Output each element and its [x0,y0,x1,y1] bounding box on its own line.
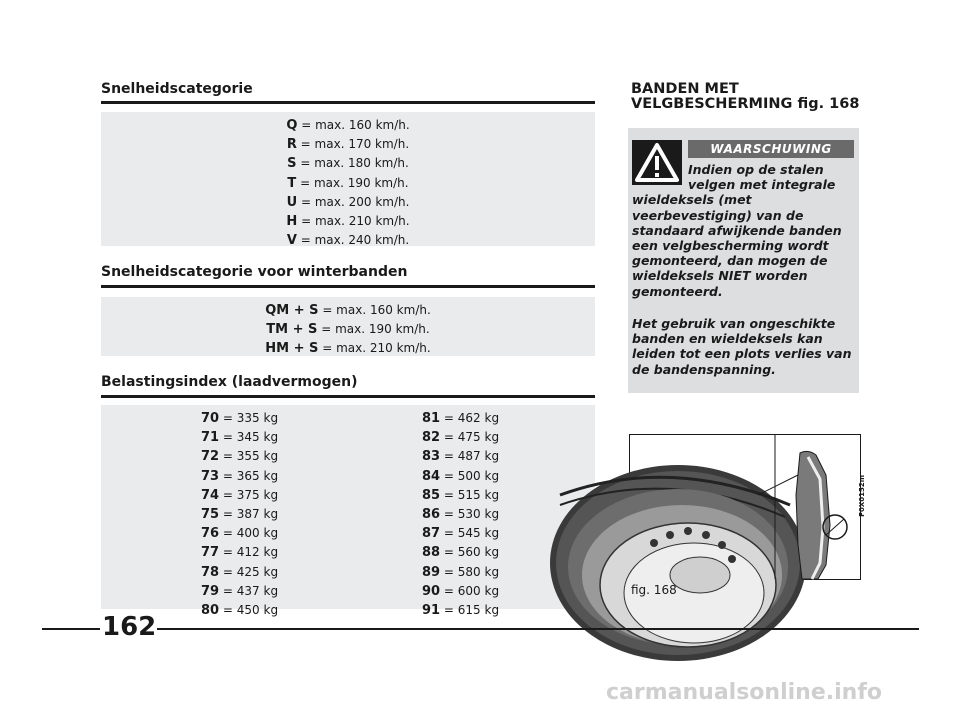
load-index-left-column [201,409,278,620]
load-row: 70 = 335 kg [201,411,279,426]
winter-row: HM + S = max. 210 km/h. [265,341,431,357]
load-index-rule [101,395,595,398]
page-number: 162 [102,612,157,642]
speed-row: V = max. 240 km/h. [286,233,410,249]
load-row: 80 = 450 kg [201,603,279,619]
load-row: 75 = 387 kg [201,507,279,523]
load-row: 82 = 475 kg [422,430,500,446]
load-row: 74 = 375 kg [201,487,279,503]
load-row: 83 = 487 kg [422,449,500,465]
load-row: 86 = 530 kg [422,507,500,523]
load-row: 81 = 462 kg [422,411,500,426]
speed-row: R = max. 170 km/h. [286,137,410,153]
winter-category-rule [101,285,595,288]
watermark: carmanualsonline.info [606,680,882,705]
load-row: 90 = 600 kg [422,583,500,599]
speed-row: Q = max. 160 km/h. [286,118,410,133]
winter-row: TM + S = max. 190 km/h. [266,322,430,338]
load-row: 78 = 425 kg [201,564,279,580]
load-row: 88 = 560 kg [422,545,500,561]
load-index-box [101,405,595,619]
speed-row: T = max. 190 km/h. [287,175,409,191]
load-row: 77 = 412 kg [201,545,279,561]
load-row: 76 = 400 kg [201,526,279,542]
load-row: 71 = 345 kg [201,430,279,446]
section-title-line1: BANDEN MET [631,81,739,97]
speed-category-rule [101,101,595,104]
load-row: 85 = 515 kg [422,487,500,503]
winter-row: QM + S = max. 160 km/h. [265,303,431,318]
tire-figure [629,434,866,580]
winter-category-heading: Snelheidscategorie voor winterbanden [101,264,408,280]
load-row: 87 = 545 kg [422,526,500,542]
winter-category-list [101,297,595,359]
speed-category-list [101,112,595,250]
load-row: 84 = 500 kg [422,468,500,484]
load-row: 73 = 365 kg [201,468,279,484]
warning-label: WAARSCHUWING [688,140,854,158]
tire-illustration-image [630,435,860,579]
load-row: 89 = 580 kg [422,564,500,580]
speed-category-box [101,112,595,249]
load-row: 79 = 437 kg [201,583,279,599]
speed-category-heading: Snelheidscategorie [101,81,253,97]
load-row: 72 = 355 kg [201,449,279,465]
warning-box [628,128,859,393]
figure-code: F0X0152m [858,475,866,517]
load-row: 91 = 615 kg [422,603,500,619]
load-index-right-column [422,409,499,620]
warning-paragraph-2: Het gebruik van ongeschikte banden en wieldeksels kan leiden tot een plots verlies van de bandenspanning. [632,316,852,377]
speed-row: U = max. 200 km/h. [286,194,410,210]
section-title-fig-ref: fig. 168 [797,96,860,112]
warning-paragraph-1: Indien op de stalen velgen met integrale wieldeksels (met veerbevestiging) van de standaard afwijkende banden een velgbescherming wordt gemonteerd, dan mogen de wieldeksels NIET worden gemonteerd. [632,162,842,299]
speed-row: S = max. 180 km/h. [287,156,409,172]
figure-caption: fig. 168 [631,583,677,597]
section-title [631,82,859,112]
footer-rule-right [157,628,919,630]
winter-category-box [101,297,595,356]
section-title-line2: VELGBESCHERMING fig. 168 [631,96,860,112]
footer-rule-left [42,628,100,630]
load-index-heading: Belastingsindex (laadvermogen) [101,374,358,390]
speed-row: H = max. 210 km/h. [286,214,410,230]
